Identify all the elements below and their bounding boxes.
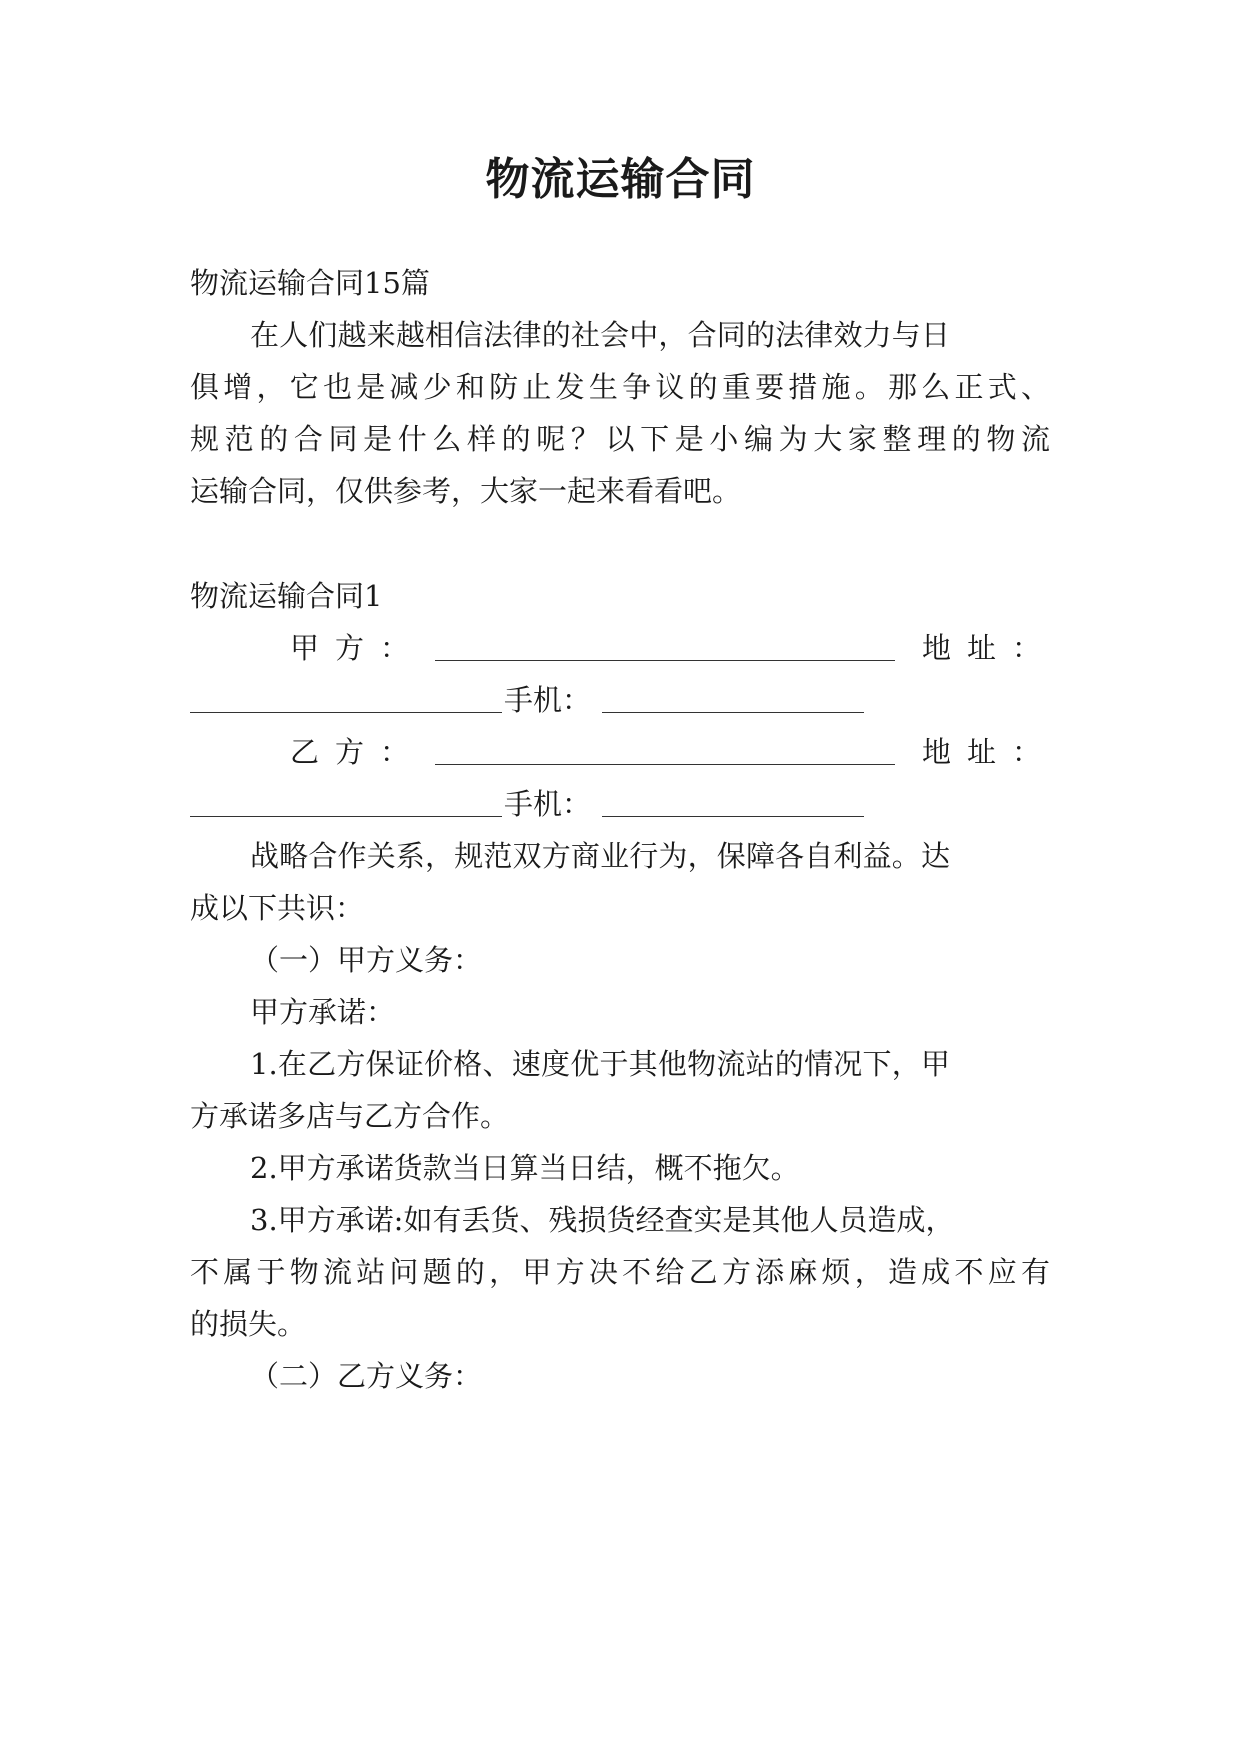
- clause-1-line-1: 1.在乙方保证价格、速度优于其他物流站的情况下，甲: [250, 1047, 950, 1081]
- party-a-phone-label: 手机：: [504, 683, 592, 717]
- clause-3-line-2: 不属于物流站问题的，甲方决不给乙方添麻烦，造成不应有: [190, 1255, 1050, 1289]
- document-title: 物流运输合同: [485, 154, 756, 205]
- party-a-promise-heading: 甲方承诺：: [250, 995, 396, 1029]
- party-a-label: 甲方：: [290, 631, 426, 665]
- party-a-duties-heading: （一）甲方义务：: [250, 943, 483, 977]
- party-b-address-label: 地址：: [922, 735, 1058, 769]
- clause-2: 2.甲方承诺货款当日算当日结，概不拖欠。: [250, 1151, 800, 1185]
- party-a-name-blank: [435, 628, 895, 661]
- party-b-phone-blank: [602, 784, 864, 817]
- consensus-line-1: 战略合作关系，规范双方商业行为，保障各自利益。达: [250, 839, 950, 873]
- party-b-duties-heading: （二）乙方义务：: [250, 1359, 483, 1393]
- intro-line-2: 俱增，它也是减少和防止发生争议的重要措施。那么正式、: [190, 370, 1050, 404]
- party-a-address-label: 地址：: [922, 631, 1058, 665]
- intro-line-3: 规范的合同是什么样的呢？以下是小编为大家整理的物流: [190, 422, 1050, 456]
- intro-line-1: 在人们越来越相信法律的社会中，合同的法律效力与日: [250, 318, 950, 352]
- section-heading: 物流运输合同1: [190, 579, 383, 613]
- party-a-phone-blank: [602, 680, 864, 713]
- clause-3-line-1: 3.甲方承诺:如有丢货、残损货经查实是其他人员造成，: [250, 1203, 955, 1237]
- party-b-address-blank: [190, 784, 502, 817]
- party-b-label: 乙方：: [290, 735, 426, 769]
- party-b-name-blank: [435, 732, 895, 765]
- party-a-address-blank: [190, 680, 502, 713]
- collection-heading: 物流运输合同15篇: [190, 266, 430, 300]
- consensus-line-2: 成以下共识：: [190, 891, 365, 925]
- clause-1-line-2: 方承诺多店与乙方合作。: [190, 1099, 510, 1133]
- clause-3-line-3: 的损失。: [190, 1307, 307, 1341]
- party-b-phone-label: 手机：: [504, 787, 592, 821]
- intro-line-4: 运输合同，仅供参考，大家一起来看看吧。: [190, 474, 742, 508]
